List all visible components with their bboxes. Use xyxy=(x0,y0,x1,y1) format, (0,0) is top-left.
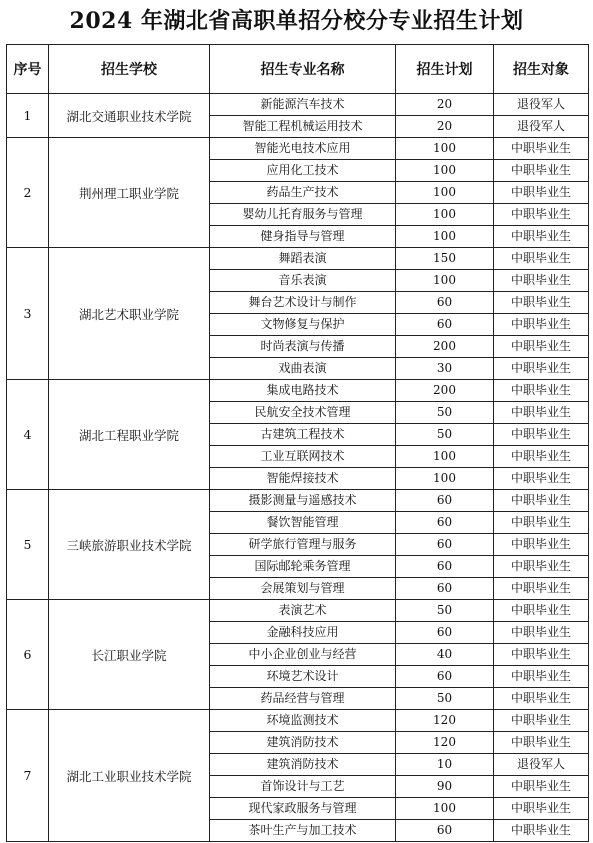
major-name: 首饰设计与工艺 xyxy=(210,776,396,798)
row-index: 6 xyxy=(7,600,49,710)
table-row xyxy=(7,600,589,622)
major-name: 会展策划与管理 xyxy=(210,578,396,600)
school-name: 三峡旅游职业技术学院 xyxy=(49,490,210,600)
plan-count: 60 xyxy=(396,622,494,644)
enrollment-target: 中职毕业生 xyxy=(494,468,589,490)
major-name: 舞蹈表演 xyxy=(210,248,396,270)
school-name: 荆州理工职业学院 xyxy=(49,138,210,248)
major-name: 中小企业创业与经营 xyxy=(210,644,396,666)
enrollment-target: 中职毕业生 xyxy=(494,380,589,402)
table-row xyxy=(7,94,589,116)
enrollment-target: 中职毕业生 xyxy=(494,644,589,666)
plan-count: 120 xyxy=(396,732,494,754)
enrollment-target: 中职毕业生 xyxy=(494,204,589,226)
major-name: 舞台艺术设计与制作 xyxy=(210,292,396,314)
enrollment-plan-table xyxy=(6,44,589,842)
enrollment-target: 中职毕业生 xyxy=(494,688,589,710)
enrollment-target: 中职毕业生 xyxy=(494,270,589,292)
enrollment-target: 中职毕业生 xyxy=(494,490,589,512)
table-header-row xyxy=(7,45,589,94)
plan-count: 100 xyxy=(396,270,494,292)
major-name: 新能源汽车技术 xyxy=(210,94,396,116)
enrollment-target: 退役军人 xyxy=(494,94,589,116)
header-target: 招生对象 xyxy=(494,45,589,94)
plan-count: 120 xyxy=(396,710,494,732)
plan-count: 60 xyxy=(396,820,494,842)
school-name: 湖北工程职业学院 xyxy=(49,380,210,490)
row-index: 7 xyxy=(7,710,49,842)
table-row xyxy=(7,710,589,732)
enrollment-target: 中职毕业生 xyxy=(494,138,589,160)
enrollment-target: 中职毕业生 xyxy=(494,314,589,336)
plan-count: 150 xyxy=(396,248,494,270)
major-name: 智能光电技术应用 xyxy=(210,138,396,160)
enrollment-target: 中职毕业生 xyxy=(494,556,589,578)
major-name: 药品经营与管理 xyxy=(210,688,396,710)
major-name: 集成电路技术 xyxy=(210,380,396,402)
major-name: 时尚表演与传播 xyxy=(210,336,396,358)
plan-count: 100 xyxy=(396,226,494,248)
major-name: 研学旅行管理与服务 xyxy=(210,534,396,556)
plan-count: 60 xyxy=(396,534,494,556)
plan-count: 100 xyxy=(396,182,494,204)
table-row xyxy=(7,248,589,270)
enrollment-target: 中职毕业生 xyxy=(494,578,589,600)
plan-count: 50 xyxy=(396,688,494,710)
enrollment-target: 中职毕业生 xyxy=(494,600,589,622)
enrollment-target: 中职毕业生 xyxy=(494,226,589,248)
plan-count: 40 xyxy=(396,644,494,666)
plan-count: 60 xyxy=(396,292,494,314)
enrollment-target: 中职毕业生 xyxy=(494,710,589,732)
table-body xyxy=(7,94,589,842)
major-name: 环境艺术设计 xyxy=(210,666,396,688)
plan-count: 50 xyxy=(396,600,494,622)
plan-count: 50 xyxy=(396,424,494,446)
major-name: 表演艺术 xyxy=(210,600,396,622)
row-index: 1 xyxy=(7,94,49,138)
row-index: 4 xyxy=(7,380,49,490)
major-name: 戏曲表演 xyxy=(210,358,396,380)
major-name: 音乐表演 xyxy=(210,270,396,292)
plan-count: 60 xyxy=(396,512,494,534)
school-name: 长江职业学院 xyxy=(49,600,210,710)
enrollment-target: 中职毕业生 xyxy=(494,446,589,468)
major-name: 国际邮轮乘务管理 xyxy=(210,556,396,578)
plan-count: 200 xyxy=(396,336,494,358)
plan-count: 60 xyxy=(396,556,494,578)
plan-count: 60 xyxy=(396,314,494,336)
plan-count: 100 xyxy=(396,468,494,490)
enrollment-target: 中职毕业生 xyxy=(494,336,589,358)
enrollment-target: 中职毕业生 xyxy=(494,358,589,380)
enrollment-target: 中职毕业生 xyxy=(494,402,589,424)
table-row xyxy=(7,380,589,402)
school-name: 湖北艺术职业学院 xyxy=(49,248,210,380)
plan-count: 50 xyxy=(396,402,494,424)
row-index: 5 xyxy=(7,490,49,600)
enrollment-target: 中职毕业生 xyxy=(494,798,589,820)
major-name: 应用化工技术 xyxy=(210,160,396,182)
plan-count: 30 xyxy=(396,358,494,380)
header-school: 招生学校 xyxy=(49,45,210,94)
header-index: 序号 xyxy=(7,45,49,94)
major-name: 文物修复与保护 xyxy=(210,314,396,336)
row-index: 3 xyxy=(7,248,49,380)
major-name: 民航安全技术管理 xyxy=(210,402,396,424)
major-name: 智能焊接技术 xyxy=(210,468,396,490)
plan-count: 100 xyxy=(396,204,494,226)
plan-count: 100 xyxy=(396,138,494,160)
enrollment-target: 退役军人 xyxy=(494,754,589,776)
plan-count: 60 xyxy=(396,666,494,688)
enrollment-target: 中职毕业生 xyxy=(494,534,589,556)
enrollment-target: 中职毕业生 xyxy=(494,424,589,446)
major-name: 茶叶生产与加工技术 xyxy=(210,820,396,842)
header-plan: 招生计划 xyxy=(396,45,494,94)
major-name: 智能工程机械运用技术 xyxy=(210,116,396,138)
plan-count: 10 xyxy=(396,754,494,776)
major-name: 建筑消防技术 xyxy=(210,754,396,776)
plan-count: 90 xyxy=(396,776,494,798)
plan-count: 200 xyxy=(396,380,494,402)
row-index: 2 xyxy=(7,138,49,248)
enrollment-target: 退役军人 xyxy=(494,116,589,138)
enrollment-target: 中职毕业生 xyxy=(494,160,589,182)
plan-count: 100 xyxy=(396,446,494,468)
major-name: 环境监测技术 xyxy=(210,710,396,732)
enrollment-target: 中职毕业生 xyxy=(494,732,589,754)
major-name: 金融科技应用 xyxy=(210,622,396,644)
enrollment-target: 中职毕业生 xyxy=(494,820,589,842)
enrollment-target: 中职毕业生 xyxy=(494,666,589,688)
major-name: 工业互联网技术 xyxy=(210,446,396,468)
major-name: 摄影测量与遥感技术 xyxy=(210,490,396,512)
major-name: 餐饮智能管理 xyxy=(210,512,396,534)
school-name: 湖北工业职业技术学院 xyxy=(49,710,210,842)
enrollment-target: 中职毕业生 xyxy=(494,776,589,798)
header-major: 招生专业名称 xyxy=(210,45,396,94)
plan-count: 100 xyxy=(396,160,494,182)
major-name: 建筑消防技术 xyxy=(210,732,396,754)
major-name: 古建筑工程技术 xyxy=(210,424,396,446)
plan-count: 60 xyxy=(396,490,494,512)
major-name: 现代家政服务与管理 xyxy=(210,798,396,820)
enrollment-target: 中职毕业生 xyxy=(494,512,589,534)
table-row xyxy=(7,490,589,512)
plan-count: 100 xyxy=(396,798,494,820)
plan-count: 20 xyxy=(396,116,494,138)
page-title: 2024 年湖北省高职单招分校分专业招生计划 xyxy=(69,8,524,34)
table-row xyxy=(7,138,589,160)
enrollment-target: 中职毕业生 xyxy=(494,248,589,270)
enrollment-target: 中职毕业生 xyxy=(494,182,589,204)
school-name: 湖北交通职业技术学院 xyxy=(49,94,210,138)
major-name: 婴幼儿托育服务与管理 xyxy=(210,204,396,226)
plan-count: 60 xyxy=(396,578,494,600)
enrollment-target: 中职毕业生 xyxy=(494,622,589,644)
major-name: 药品生产技术 xyxy=(210,182,396,204)
plan-count: 20 xyxy=(396,94,494,116)
major-name: 健身指导与管理 xyxy=(210,226,396,248)
enrollment-target: 中职毕业生 xyxy=(494,292,589,314)
